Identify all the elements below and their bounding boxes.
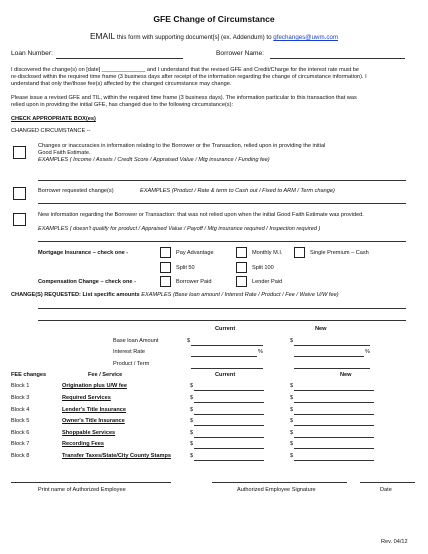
- fee-new-dollar: $: [290, 441, 294, 447]
- email-word: EMAIL: [89, 31, 116, 41]
- fee-current-dollar: $: [190, 441, 194, 447]
- request-paragraph-line-2: relied upon in providing the initial GFE, has changed due to the following circumstance(s):: [11, 102, 234, 108]
- fee-block-label: Block 8: [11, 453, 30, 459]
- circumstance-1-text-line-1: Changes or inaccuracies in information relating to the Borrower or the Transaction, relied upon in providing the initial: [38, 143, 326, 149]
- fee-current-field[interactable]: [194, 425, 264, 426]
- mi-single-premium-checkbox[interactable]: [294, 247, 305, 258]
- date-field[interactable]: [360, 482, 415, 483]
- fee-current-field[interactable]: [194, 414, 264, 415]
- circumstance-1-checkbox[interactable]: [13, 146, 26, 159]
- fee-block-label: Block 6: [11, 430, 30, 436]
- comp-lender-paid-label: Lender Paid: [252, 279, 283, 285]
- circumstance-2-text: Borrower requested change(s): [38, 188, 114, 194]
- check-heading: CHECK APPROPRIATE BOX(es): [11, 116, 96, 122]
- comp-borrower-paid-checkbox[interactable]: [160, 276, 171, 287]
- fee-block-label: Block 1: [11, 383, 30, 389]
- mi-monthly-checkbox[interactable]: [236, 247, 247, 258]
- mi-monthly-label: Monthly M.I.: [252, 250, 283, 256]
- changes-requested: [11, 292, 339, 298]
- fee-service-name: Origination plus U/W fee: [62, 383, 127, 389]
- changes-requested-label: CHANGE(S) REQUESTED: List specific amounts: [11, 292, 140, 298]
- fee-new-field[interactable]: [294, 460, 374, 461]
- loan-number-label: Loan Number:: [11, 50, 53, 57]
- loan-term-new-product[interactable]: [294, 368, 370, 369]
- circumstance-3-examples: EXAMPLES ( doesn't qualify for product / Appraised Value / Payoff / Mtg insurance required / Inspection required ): [38, 226, 321, 232]
- print-name-field[interactable]: [11, 482, 171, 483]
- loan-term-current-product[interactable]: [191, 368, 263, 369]
- loan-term-current-rate[interactable]: [191, 356, 257, 357]
- fee-current-dollar: $: [190, 453, 194, 459]
- changes-line-2[interactable]: [38, 320, 406, 321]
- loan-terms-new-header: New: [315, 326, 327, 332]
- fee-current-field[interactable]: [194, 437, 264, 438]
- borrower-name-field[interactable]: [270, 58, 405, 59]
- fee-block-label: Block 3: [11, 395, 30, 401]
- circumstance-1-examples: EXAMPLES ( Income / Assets / Credit Score / Appraised Value / Mtg insurance / Funding fee): [38, 157, 270, 163]
- fee-current-dollar: $: [190, 395, 194, 401]
- mi-split-50-label: Split 50: [176, 265, 195, 271]
- loan-number-field[interactable]: [56, 58, 183, 59]
- signature-label: Authorized Employee Signature: [237, 487, 316, 493]
- circumstance-2-examples: EXAMPLES (Product / Rate & term to Cash out / Fixed to ARM / Term change): [140, 188, 335, 194]
- fee-col-header-changes: FEE changes: [11, 372, 47, 378]
- intro-paragraph-line-3: understand that only the/those fee(s) affected by the changed circumstance may change.: [11, 81, 232, 87]
- circumstance-1-line[interactable]: [38, 180, 406, 181]
- loan-term-new-rate[interactable]: [294, 356, 364, 357]
- mi-split-100-label: Split 100: [252, 265, 274, 271]
- mi-pay-advantage-checkbox[interactable]: [160, 247, 171, 258]
- fee-new-field[interactable]: [294, 390, 374, 391]
- fee-service-name: Recording Fees: [62, 441, 104, 447]
- mortgage-insurance-label: Mortgage Insurance – check one -: [38, 250, 129, 256]
- fee-service-name: Transfer Taxes/State/City County Stamps: [62, 453, 172, 459]
- fee-new-field[interactable]: [294, 448, 374, 449]
- email-instruction-text: this form with supporting document[s] (ex. Addendum) to: [115, 34, 274, 41]
- changes-requested-examples: EXAMPLES (Base loan amount / Interest Rate / Product / Fee / Waive U/W fee): [141, 292, 339, 298]
- fee-current-field[interactable]: [194, 448, 264, 449]
- email-instruction: [0, 31, 428, 41]
- page-title: GFE Change of Circumstance: [153, 14, 275, 24]
- email-address-link[interactable]: gfechanges@uwm.com: [273, 34, 339, 41]
- fee-col-header-new: New: [340, 372, 352, 378]
- fee-service-name: Lender's Title Insurance: [62, 407, 127, 413]
- circumstance-3-text: New information regarding the Borrower or Transaction: that was not relied upon when the initial Good Faith Estimate was provided.: [38, 212, 364, 218]
- borrower-name-label: Borrower Name:: [216, 50, 265, 57]
- fee-new-dollar: $: [290, 383, 294, 389]
- fee-current-field[interactable]: [194, 402, 264, 403]
- intro-paragraph-line-2: re-disclosed within the required time frame (3 business days after receipt of the information regarding the change of circumstance information). I: [11, 74, 367, 80]
- circumstance-3-checkbox[interactable]: [13, 213, 26, 226]
- fee-new-dollar: $: [290, 453, 294, 459]
- circumstance-3-line[interactable]: [38, 241, 406, 242]
- date-label: Date: [380, 487, 392, 493]
- loan-term-label-rate: Interest Rate: [113, 349, 146, 355]
- signature-field[interactable]: [212, 482, 347, 483]
- loan-terms-current-header: Current: [215, 326, 236, 332]
- changed-circumstance-label: CHANGED CIRCUMSTANCE --: [11, 128, 91, 134]
- fee-current-field[interactable]: [194, 460, 264, 461]
- loan-term-label-product: Product / Term: [113, 361, 150, 367]
- fee-new-dollar: $: [290, 407, 294, 413]
- loan-term-new-prefix-base: $: [290, 338, 294, 344]
- loan-term-label-base: Base loan Amount: [113, 338, 159, 344]
- comp-lender-paid-checkbox[interactable]: [236, 276, 247, 287]
- fee-new-dollar: $: [290, 430, 294, 436]
- fee-service-name: Shoppable Services: [62, 430, 116, 436]
- loan-term-current-suffix-rate: %: [258, 349, 263, 355]
- fee-current-field[interactable]: [194, 390, 264, 391]
- mi-single-premium-label: Single Premium – Cash: [310, 250, 369, 256]
- print-name-label: Print name of Authorized Employee: [38, 487, 126, 493]
- fee-new-field[interactable]: [294, 437, 374, 438]
- fee-service-name: Owner's Title Insurance: [62, 418, 125, 424]
- request-paragraph-line-1: Please issue a revised GFE and TIL, within the required time frame (3 business days). The information particular to this transaction that was: [11, 95, 357, 101]
- fee-col-header-current: Current: [215, 372, 236, 378]
- fee-col-header-service: Fee / Service: [88, 372, 123, 378]
- mi-split-50-checkbox[interactable]: [160, 262, 171, 273]
- mi-pay-advantage-label: Pay Advantage: [176, 250, 214, 256]
- circumstance-2-checkbox[interactable]: [13, 187, 26, 200]
- fee-block-label: Block 5: [11, 418, 30, 424]
- loan-term-new-suffix-rate: %: [365, 349, 370, 355]
- intro-paragraph-line-1: I discovered the change(s) on [date] ______________ and I understand that the revised GFE and Credit/Charge for the interest rate must be: [11, 67, 359, 73]
- fee-new-dollar: $: [290, 418, 294, 424]
- fee-service-name: Required Services: [62, 395, 111, 401]
- fee-new-field[interactable]: [294, 425, 374, 426]
- mi-split-100-checkbox[interactable]: [236, 262, 247, 273]
- comp-borrower-paid-label: Borrower Paid: [176, 279, 212, 285]
- fee-new-field[interactable]: [294, 402, 374, 403]
- fee-current-dollar: $: [190, 383, 194, 389]
- loan-term-current-base[interactable]: [191, 345, 263, 346]
- fee-block-label: Block 7: [11, 441, 30, 447]
- loan-term-current-prefix-base: $: [187, 338, 191, 344]
- fee-current-dollar: $: [190, 418, 194, 424]
- fee-new-field[interactable]: [294, 414, 374, 415]
- fee-current-dollar: $: [190, 407, 194, 413]
- loan-term-new-base[interactable]: [294, 345, 370, 346]
- changes-line-1[interactable]: [38, 308, 406, 309]
- circumstance-2-line[interactable]: [38, 203, 406, 204]
- revision-label: Rev. 04/12: [381, 539, 408, 545]
- fee-block-label: Block 4: [11, 407, 30, 413]
- fee-current-dollar: $: [190, 430, 194, 436]
- compensation-change-label: Compensation Change – check one -: [38, 279, 136, 285]
- fee-new-dollar: $: [290, 395, 294, 401]
- circumstance-1-text-line-2: Good Faith Estimate.: [38, 150, 91, 156]
